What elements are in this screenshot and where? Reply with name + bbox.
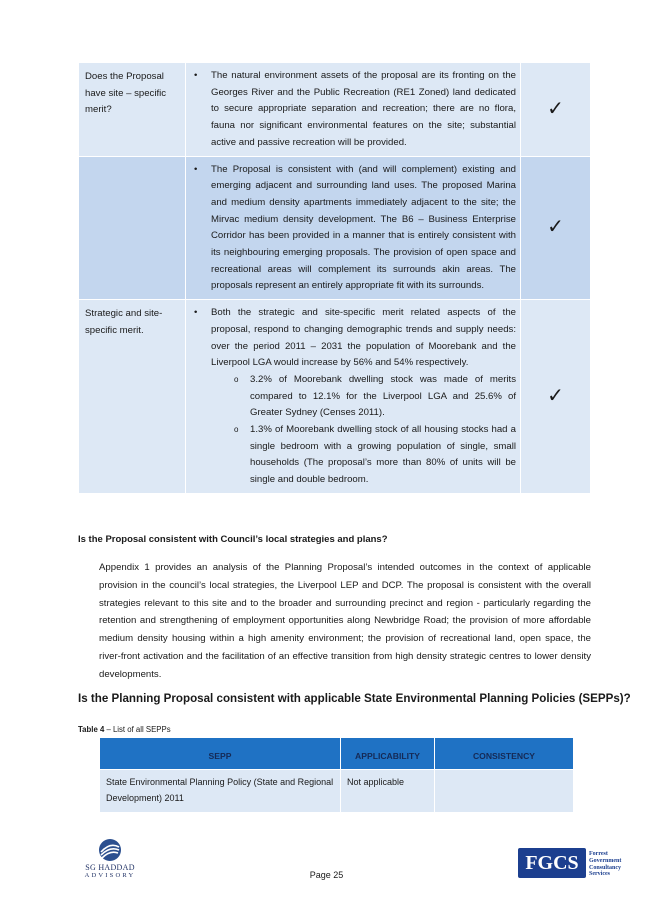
sg-haddad-logo-name: SG HADDAD: [85, 863, 135, 872]
sg-haddad-emblem-icon: [98, 838, 122, 862]
sepp-table: [99, 737, 574, 813]
sub-bullet-item: o 3.2% of Moorebank dwelling stock was made of merits compared to 12.1% for the Liverpool LGA and 25.6% of Greater Sydney (Censes 2011).: [234, 373, 516, 419]
sg-haddad-logo: [80, 838, 140, 888]
bullet-item: • The Proposal is consistent with (and will complement) existing and emerging adjacent and surrounding land uses. The proposed Marina and medium density apartments immediately adjacent to the site; the Mirvac medium density development. The B6 – Business Enterprise Corridor has been provided in a manner that is entirely consistent with its neighbouring emerging proposals. The provision of open space and recreational areas will complement its surrounds akin areas. The proposals represent an entirely appropriate fit with its surrounds.: [194, 162, 516, 296]
consistency-cell: [435, 770, 574, 813]
checkmark-icon: ✓: [521, 156, 591, 300]
local-strategies-paragraph: Appendix 1 provides an analysis of the Planning Proposal’s intended outcomes in the context of applicable provision in the council’s local strategies, the Liverpool LEP and DCP. The proposal is consistent with the overall strategies relevant to this site and to the broader and surrounding precinct and region - particularly regarding the retention and strengthening of employment opportunities along Newbridge Road; the provision of more affordable medium density housing within a high amenity environment; the provision of recreational land, open space, the river-front activation and the facilitation of an effective transition from high density strategic centres to lower density developments.: [99, 562, 591, 680]
assessment-table: [78, 62, 591, 494]
table-row: [79, 300, 591, 494]
checkmark-icon: ✓: [521, 300, 591, 494]
sg-haddad-logo-sub: ADVISORY: [84, 872, 136, 879]
bullet-item: • The natural environment assets of the proposal are its fronting on the Georges River and the Public Recreation (RE1 Zoned) land dedicated to secure appropriate separation and recreation; there are no flora, fauna nor significant environmental features on the site; substantial active and passive recreation will be provided.: [194, 68, 516, 152]
section-heading-sepps: Is the Planning Proposal consistent with applicable State Environmental Planning Policies (SEPPs)?: [78, 692, 631, 705]
bullet-item: • Both the strategic and site-specific merit related aspects of the proposal, respond to changing demographic trends and supply needs: over the period 2011 – 2031 the population of Moorebank and the Liverpool LGA would increase by 56% and 54% respectively.: [194, 305, 516, 372]
table-header-row: [100, 738, 574, 770]
circle-bullet-icon: o: [234, 374, 239, 384]
column-header-consistency: CONSISTENCY: [435, 738, 574, 770]
table-caption: Table 4 – List of all SEPPs: [78, 725, 171, 734]
sepp-name-cell: State Environmental Planning Policy (State and Regional Development) 2011: [100, 770, 341, 813]
table-row: [79, 156, 591, 300]
fgcs-logo-abbr: FGCS: [518, 848, 586, 878]
column-header-sepp: SEPP: [100, 738, 341, 770]
fgcs-logo-text: Forrest Government Consultancy Services: [589, 851, 622, 878]
page-number: Page 25: [309, 870, 344, 880]
checkmark-icon: ✓: [521, 63, 591, 157]
criterion-cell: [79, 156, 186, 300]
response-cell: [186, 300, 521, 494]
table-row: [79, 63, 591, 157]
response-cell: [186, 156, 521, 300]
sub-bullet-item: o 1.3% of Moorebank dwelling stock of all housing stocks had a single bedroom with a growing population of single, small households (The proposal’s more than 80% of units will be single and double bedroom.: [234, 424, 516, 486]
applicability-cell: Not applicable: [341, 770, 435, 813]
criterion-cell: Does the Proposal have site – specific merit?: [79, 63, 186, 157]
section-heading-local-strategies: Is the Proposal consistent with Council’s local strategies and plans?: [78, 534, 388, 545]
response-cell: [186, 63, 521, 157]
table-row: [100, 770, 574, 813]
column-header-applicability: APPLICABILITY: [341, 738, 435, 770]
criterion-cell: Strategic and site-specific merit.: [79, 300, 186, 494]
fgcs-logo: [518, 848, 628, 880]
circle-bullet-icon: o: [234, 425, 239, 435]
